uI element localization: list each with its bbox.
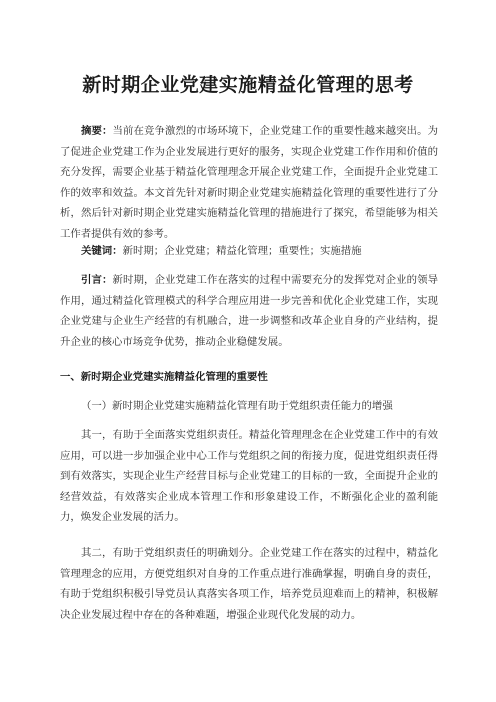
- body-paragraph-2: 其二，有助于党组织责任的明确划分。企业党建工作在落实的过程中，精益化管理理念的应用，方便党组织对自身的工作重点进行准确掌握，明确自身的责任，有助于党组织积极引导党员认真落实各项工作，培养党员迎难而上的精神，积极解决企业发展过程中存在的各种难题，增强企业现代化发展的动力。: [60, 547, 438, 621]
- keywords-paragraph: [60, 241, 438, 262]
- introduction-paragraph: [60, 270, 438, 352]
- section-heading: 一、新时期企业党建实施精益化管理的重要性: [60, 371, 268, 383]
- keywords-label: 关键词：: [81, 245, 123, 257]
- keywords-text: 新时期；企业党建；精益化管理；重要性；实施措施: [122, 245, 362, 257]
- introduction-text: 新时期，企业党建工作在落实的过程中需要充分的发挥党对企业的领导作用，通过精益化管理模式的科学合理应用进一步完善和优化企业党建工作，实现企业党建与企业生产经营的有机融合，进一步调整和改革企业自身的产业结构，提升企业的核心市场竞争优势，推动企业稳健发展。: [60, 274, 439, 348]
- document-title: 新时期企业党建实施精益化管理的思考: [82, 74, 414, 96]
- abstract-label: 摘要：: [81, 125, 113, 137]
- introduction-label: 引言：: [81, 274, 113, 286]
- abstract-text: 当前在竞争激烈的市场环境下，企业党建工作的重要性越来越突出。为了促进企业党建工作为企业发展进行更好的服务，实现企业党建工作作用和价值的充分发挥，需要企业基于精益化管理理念开展企业党建工作，全面提升企业党建工作的效率和效益。本文首先针对新时期企业党建实施精益化管理的重要性进行了分析，然后针对新时期企业党建实施精益化管理的措施进行了探究，希望能够为相关工作者提供有效的参考。: [60, 125, 439, 240]
- abstract-paragraph: [60, 121, 438, 244]
- body-paragraph-1: 其一，有助于全面落实党组织责任。精益化管理理念在企业党建工作中的有效应用，可以进一步加强企业中心工作与党组织之间的衔接力度，促进党组织责任得到有效落实，实现企业生产经营目标与企业党建工的目标的一致，全面提升企业的经营效益，有效落实企业成本管理工作和形象建设工作，不断强化企业的盈利能力，焕发企业发展的活力。: [60, 429, 438, 523]
- section-subheading: （一）新时期企业党建实施精益化管理有助于党组织责任能力的增强: [81, 400, 393, 412]
